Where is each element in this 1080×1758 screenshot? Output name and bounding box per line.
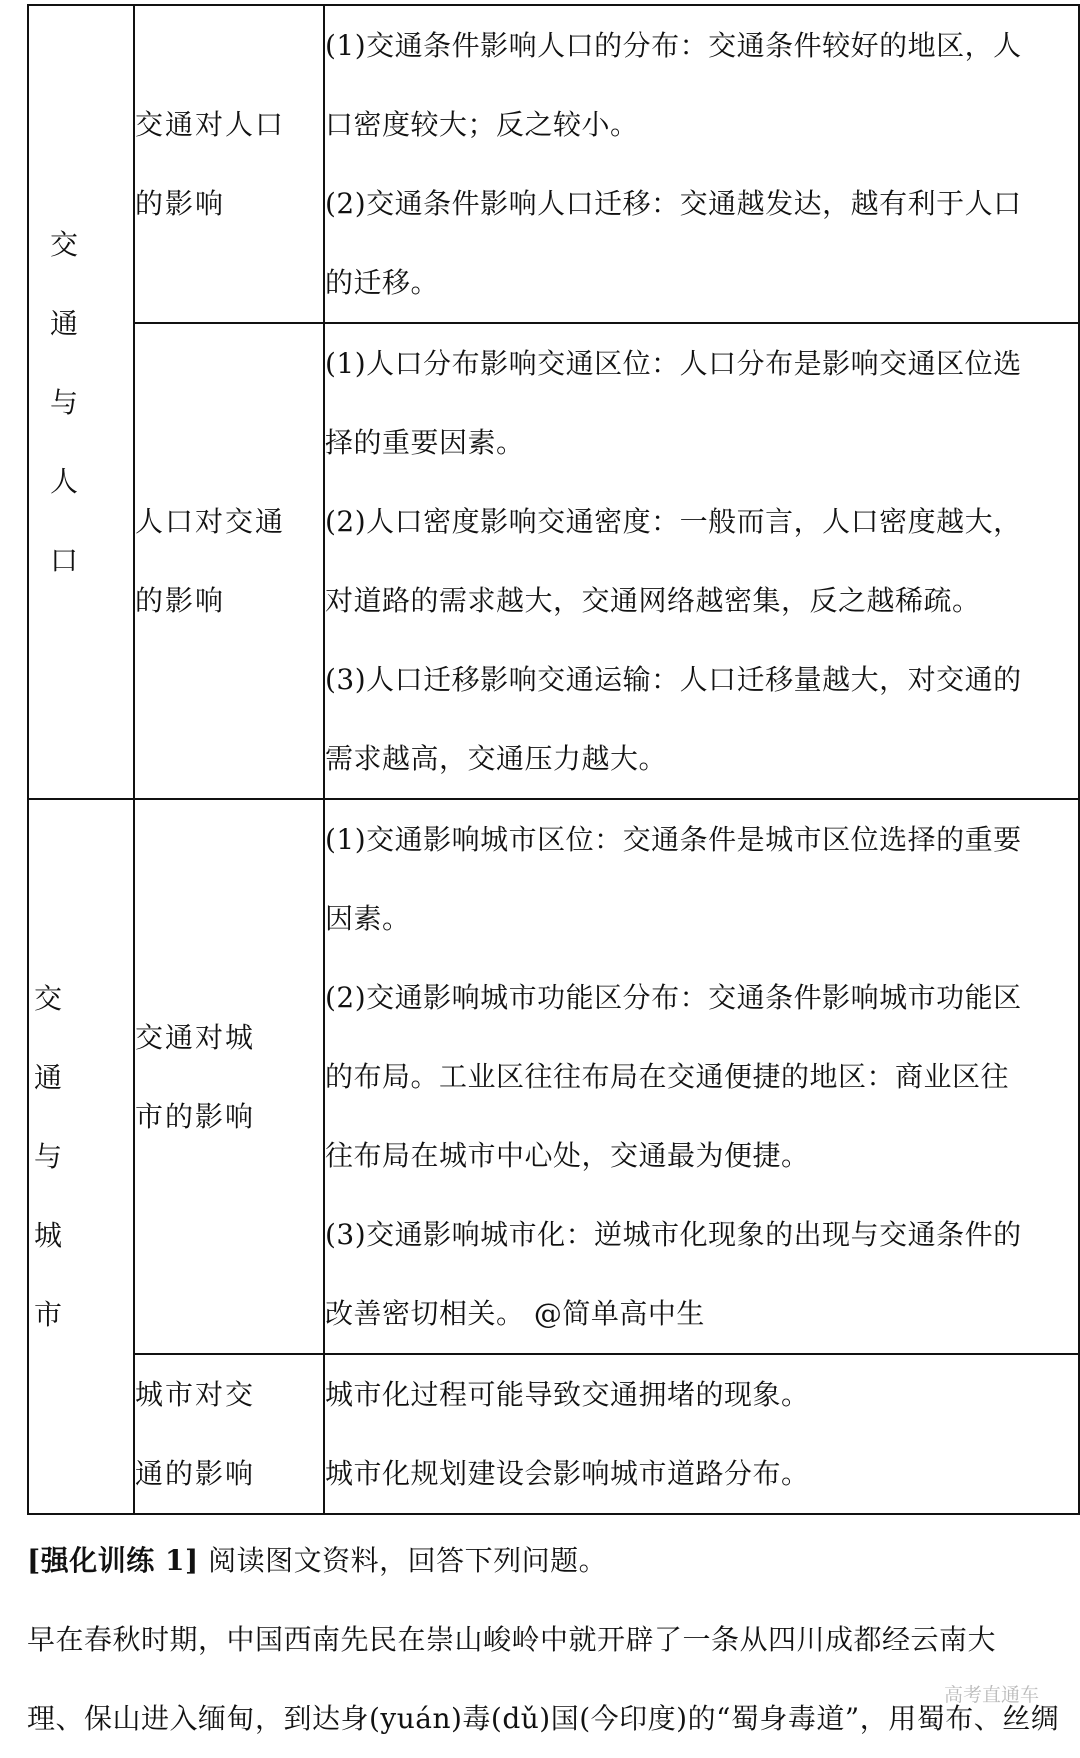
- knowledge-table: [27, 4, 1080, 1515]
- content-population-on-traffic: [324, 323, 1079, 799]
- group-label-char: 与: [33, 1140, 62, 1173]
- content-line: 对道路的需求越大，交通网络越密集，反之越稀疏。: [325, 584, 981, 617]
- category-traffic-on-city: [134, 799, 324, 1354]
- content-line: 口密度较大；反之较小。: [325, 108, 639, 141]
- content-line: 需求越高，交通压力越大。: [325, 742, 668, 775]
- category-population-on-traffic: [134, 323, 324, 799]
- content-line: 改善密切相关。 @简单高中生: [325, 1297, 705, 1330]
- group-label-char: 与: [49, 385, 78, 419]
- content-line: (2)人口密度影响交通密度：一般而言，人口密度越大，: [325, 505, 1022, 538]
- group-label-char: 通: [49, 306, 78, 340]
- exercise-heading: [27, 1521, 1077, 1600]
- group-label-traffic-and-population: [47, 205, 81, 600]
- content-line: 往布局在城市中心处，交通最为便捷。: [325, 1139, 810, 1172]
- category-line: 交通对人口: [135, 108, 286, 141]
- table-row-traffic-on-population: [28, 5, 1079, 323]
- content-line: (2)交通条件影响人口迁移：交通越发达，越有利于人口: [325, 187, 1022, 220]
- category-line: 的影响: [135, 187, 226, 220]
- content-line: (2)交通影响城市功能区分布：交通条件影响城市功能区: [325, 981, 1022, 1014]
- group-label-char: 城: [33, 1219, 62, 1252]
- table-row-traffic-on-city: [28, 799, 1079, 1354]
- category-line: 城市对交: [135, 1378, 256, 1411]
- content-line: 的布局。工业区往往布局在交通便捷的地区：商业区往: [325, 1060, 1010, 1093]
- content-city-on-traffic: [324, 1354, 1079, 1514]
- group-label-char: 市: [33, 1298, 62, 1331]
- content-line: (1)人口分布影响交通区位：人口分布是影响交通区位选: [325, 347, 1022, 380]
- group-label-char: 人: [49, 464, 78, 498]
- category-line: 人口对交通: [135, 505, 286, 538]
- content-line: (3)人口迁移影响交通运输：人口迁移量越大，对交通的: [325, 663, 1022, 696]
- category-traffic-on-population: [134, 5, 324, 323]
- paragraph-line: 早在春秋时期，中国西南先民在崇山峻岭中就开辟了一条从四川成都经云南大: [27, 1623, 997, 1656]
- content-traffic-on-city: [324, 799, 1079, 1354]
- category-line: 的影响: [135, 584, 226, 617]
- content-line: 的迁移。: [325, 266, 440, 299]
- category-line: 交通对城: [135, 1020, 256, 1054]
- content-line: 因素。: [325, 902, 411, 935]
- content-line: 城市化规划建设会影响城市道路分布。: [325, 1457, 810, 1490]
- content-line: (1)交通条件影响人口的分布：交通条件较好的地区，人: [325, 29, 1022, 62]
- group-label-char: 通: [33, 1061, 62, 1094]
- watermark-text: 高考直通车: [944, 1684, 1040, 1706]
- category-city-on-traffic: [134, 1354, 324, 1514]
- content-line: 城市化过程可能导致交通拥堵的现象。: [325, 1378, 810, 1411]
- group-label-char: 交: [49, 227, 78, 261]
- category-line: 市的影响: [135, 1099, 256, 1133]
- table-row-population-on-traffic: [28, 323, 1079, 799]
- content-line: (1)交通影响城市区位：交通条件是城市区位选择的重要: [325, 823, 1022, 856]
- exercise-label: [强化训练 1]: [27, 1544, 199, 1577]
- group-label-char: 口: [49, 543, 78, 577]
- content-line: (3)交通影响城市化：逆城市化现象的出现与交通条件的: [325, 1218, 1022, 1251]
- group-label-char: 交: [33, 982, 62, 1015]
- group-label-cell-population: [28, 5, 134, 799]
- group-label-traffic-and-city: [31, 959, 65, 1354]
- content-line: 择的重要因素。: [325, 426, 525, 459]
- category-line: 通的影响: [135, 1457, 256, 1490]
- paragraph-line: 理、保山进入缅甸，到达身(yuán)毒(dǔ)国(今印度)的“蜀身毒道”，用蜀布、丝绸: [27, 1702, 1060, 1735]
- table-row-city-on-traffic: [28, 1354, 1079, 1514]
- exercise-prompt: 阅读图文资料，回答下列问题。: [198, 1544, 608, 1577]
- content-traffic-on-population: [324, 5, 1079, 323]
- group-label-cell-city: [28, 799, 134, 1514]
